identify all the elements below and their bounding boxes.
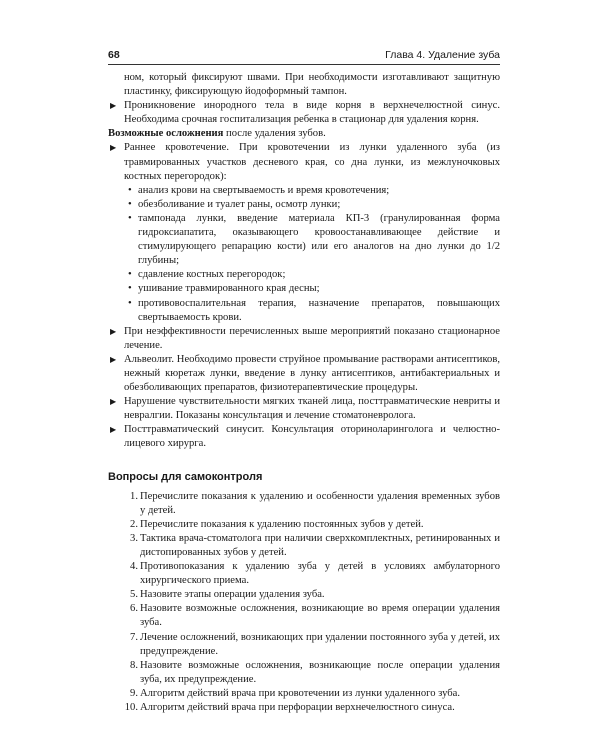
bullet-item	[108, 99, 500, 127]
list-item: 3. Тактика врача-стоматолога при наличии сверхкомплектных, ретинированных и дистопированных зубов у детей.	[130, 532, 500, 558]
bullet-marker-icon: ▶	[110, 326, 117, 336]
bullet-item: ▶ Нарушение чувствительности мягких тканей лица, посттравматические невриты и невралгии. Показаны консультация и лечение стоматоневролога.	[110, 396, 500, 422]
bullet-text: Проникновение инородного тела в виде корня в верхнечелюстной синус. Необходима срочная госпитализация ребенка в стационар для удаления корня.	[124, 100, 500, 126]
sub-list-item: • ушивание травмированного края десны;	[128, 283, 320, 295]
bullet-marker-icon: ▶	[110, 143, 117, 153]
chapter-title: Глава 4. Удаление зуба	[385, 49, 500, 61]
sub-list-item: • противовоспалительная терапия, назначение препаратов, повышающих свертываемость крови.	[128, 297, 500, 323]
bullet-marker-icon: ▶	[110, 425, 117, 435]
continued-paragraph: ном, который фиксируют швами. При необходимости изготавливают защитную пластинку, фиксирующую йодоформный тампон.	[124, 72, 500, 98]
bullet-item: ▶ При неэффективности перечисленных выше мероприятий показано стационарное лечение.	[110, 325, 500, 351]
complications-lead-rest: после удаления зубов.	[223, 128, 326, 140]
bullet-marker-icon: ▶	[110, 397, 117, 407]
list-item: 10. Алгоритм действий врача при перфорации верхнечелюстного синуса.	[124, 702, 455, 714]
list-item: 9. Алгоритм действий врача при кровотечении из лунки удаленного зуба.	[130, 687, 461, 699]
sub-list-item: • анализ крови на свертываемость и время кровотечения;	[128, 184, 390, 196]
list-item: 2. Перечислите показания к удалению постоянных зубов у детей.	[130, 518, 424, 530]
list-item: 4. Противопоказания к удалению зуба у детей в условиях амбулаторного хирургического приема.	[130, 561, 500, 587]
sub-list-item: • сдавление костных перегородок;	[128, 269, 286, 281]
bullet-item: ▶ Альвеолит. Необходимо провести струйное промывание растворами антисептиков, нежный кюретаж лунки, введение в лунку антисептиков, антибактериальных и обезболивающих препаратов, физиотерапевтические процедуры.	[110, 353, 500, 394]
list-item: 5. Назовите этапы операции удаления зуба.	[130, 589, 325, 601]
complications-lead	[108, 127, 500, 141]
bullet-item	[108, 141, 500, 183]
bullet-marker-icon: ▶	[110, 354, 117, 364]
complications-heading: Возможные осложнения	[108, 128, 224, 140]
running-header	[108, 46, 500, 65]
bullet-item: ▶ Посттравматический синусит. Консультация оториноларинголога и челюстно-лицевого хирурга.	[110, 424, 500, 450]
list-item: 1. Перечислите показания к удалению и особенности удаления временных зубов у детей.	[130, 490, 500, 516]
list-item: 6. Назовите возможные осложнения, возникающие во время операции удаления зуба.	[130, 603, 500, 629]
sub-list	[108, 184, 500, 325]
questions-list	[108, 490, 500, 716]
bullet-marker-icon: ▶	[110, 101, 117, 111]
page-number: 68	[108, 49, 120, 61]
bullet-text: Раннее кровотечение. При кровотечении из лунки удаленного зуба (из травмированных участков десневого края, со дна лунки, из межлуночковых костных перегородок):	[124, 142, 500, 182]
sub-list-item: • обезболивание и туалет раны, осмотр лунки;	[128, 198, 341, 210]
sub-list-item: • тампонада лунки, введение материала КП-3 (гранулированная форма гидроксиапатита, оказывающего кровоостанавливающее действие и стимулирующего репарацию кости) или его аналогов на дно лунки до 1/2 глубины;	[128, 212, 500, 267]
section-heading: Вопросы для самоконтроля	[108, 470, 263, 483]
page-body	[108, 71, 500, 715]
list-item: 8. Назовите возможные осложнения, возникающие после операции удаления зуба, их предупреждение.	[130, 659, 500, 685]
list-item: 7. Лечение осложнений, возникающих при удалении постоянного зуба у детей, их предупреждение.	[130, 631, 500, 657]
